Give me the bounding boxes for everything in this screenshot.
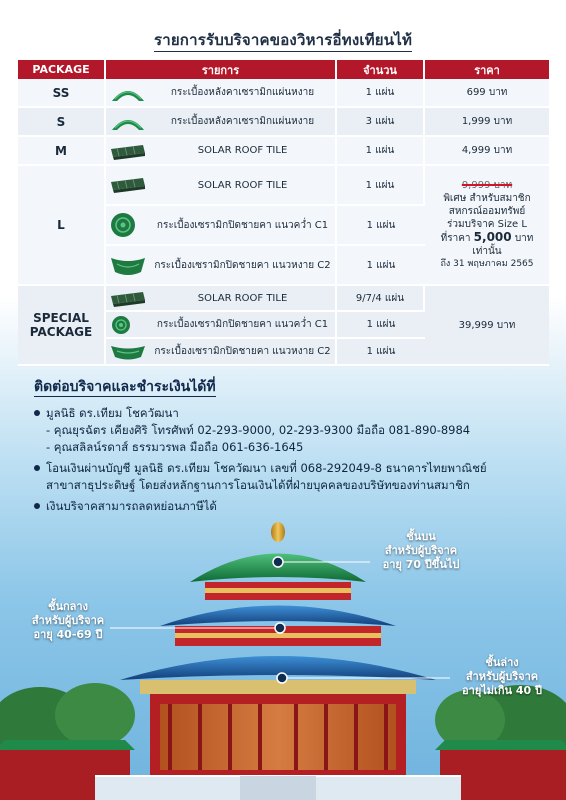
item-name: กระเบื้องเซรามิกปิดชายคา แนวคว่ำ C1 [156, 319, 329, 330]
promo-text: พิเศษ สำหรับสมาชิก [443, 193, 531, 204]
drip-eave-tile-icon [109, 342, 147, 362]
bank-transfer-info: โอนเงินผ่านบัญชี มูลนิธิ ดร.เทียม โชควัฒนา เลขที่ 068-292049-8 ธนาคารไทยพาณิชย์ [46, 461, 487, 475]
drip-eave-tile-icon [109, 250, 147, 280]
item-name: SOLAR ROOF TILE [197, 179, 288, 191]
table-row [18, 79, 549, 108]
contact-person: - คุณสลิลน์รดาส์ ธรรมวรพล มือถือ 061-636-1645 [46, 440, 304, 454]
item-name: กระเบื้องเซรามิกปิดชายคา แนวคว่ำ C1 [156, 219, 329, 231]
bank-transfer-info: สาขาสาธุประดิษฐ์ โดยส่งหลักฐานการโอนเงินได้ที่ฝ่ายบุคคลของบริษัทของท่านสมาชิก [46, 478, 470, 492]
price-value: 699 บาท [425, 79, 549, 108]
price-promo [425, 166, 549, 286]
promo-text: สหกรณ์ออมทรัพย์ [448, 206, 526, 217]
package-s: S [18, 108, 106, 137]
contact-bullet [34, 405, 554, 456]
bullet-dot-icon [34, 503, 40, 509]
qty-value: 1 แผ่น [337, 246, 425, 286]
qty-value: 9/7/4 แผ่น [337, 286, 425, 312]
item-name: SOLAR ROOF TILE [197, 145, 288, 156]
contact-heading: ติดต่อบริจาคและชำระเงินได้ที่ [34, 379, 216, 395]
table-row [18, 137, 549, 166]
header-price: ราคา [425, 60, 549, 79]
temple-illustration [0, 510, 566, 800]
header-qty: จำนวน [337, 60, 425, 79]
solar-tile-icon [109, 141, 147, 161]
old-price: 9,999 บาท [461, 180, 513, 191]
item-name: กระเบื้องหลังคาเซรามิกแผ่นหงาย [170, 116, 315, 127]
promo-price-line: ที่ราคา 5,000 บาท [440, 230, 534, 244]
curved-tile-icon [109, 112, 147, 132]
item-name: กระเบื้องเซรามิกปิดชายคา แนวหงาย C2 [154, 259, 331, 271]
promo-text: ร่วมบริจาค Size L [447, 219, 527, 230]
header-package: PACKAGE [18, 60, 106, 79]
tax-deduction-note: เงินบริจาคสามารถลดหย่อนภาษีได้ [46, 499, 217, 513]
package-m: M [18, 137, 106, 166]
solar-tile-icon [109, 170, 147, 200]
qty-value: 1 แผ่น [337, 79, 425, 108]
table-row [18, 108, 549, 137]
curved-tile-icon [109, 83, 147, 103]
table-header-row [18, 60, 549, 79]
qty-value: 1 แผ่น [337, 137, 425, 166]
package-l: L [18, 166, 106, 286]
package-ss: SS [18, 79, 106, 108]
contact-section [34, 376, 554, 519]
promo-deadline: ถึง 31 พฤษภาคม 2565 [440, 259, 534, 269]
bullet-dot-icon [34, 465, 40, 471]
qty-value: 1 แผ่น [337, 166, 425, 206]
package-special: SPECIAL PACKAGE [18, 286, 106, 366]
page-title: รายการรับบริจาคของวิหารอี่ทงเทียนไท้ [0, 28, 566, 52]
qty-value: 3 แผ่น [337, 108, 425, 137]
price-value: 4,999 บาท [425, 137, 549, 166]
marker-middle-icon [275, 623, 285, 633]
label-bottom-tier: ชั้นล่าง สำหรับผู้บริจาค อายุไม่เกิน 40 ปี [462, 656, 542, 697]
qty-value: 1 แผ่น [337, 339, 425, 366]
label-middle-tier: ชั้นกลาง สำหรับผู้บริจาค อายุ 40-69 ปี [31, 600, 105, 641]
label-top-tier: ชั้นบน สำหรับผู้บริจาค อายุ 70 ปีขึ้นไป [382, 530, 460, 571]
price-value: 1,999 บาท [425, 108, 549, 137]
table-row [18, 286, 549, 312]
qty-value: 1 แผ่น [337, 312, 425, 339]
promo-price: 5,000 [473, 230, 512, 244]
contact-bullet [34, 460, 554, 494]
item-name: กระเบื้องเซรามิกปิดชายคา แนวหงาย C2 [154, 346, 331, 357]
table-row [18, 166, 549, 206]
price-value: 39,999 บาท [425, 286, 549, 366]
round-eave-tile-icon [109, 210, 147, 240]
solar-tile-icon [109, 288, 147, 308]
round-eave-tile-icon [109, 315, 147, 335]
contact-person: - คุณยุรฉัตร เคียงศิริ โทรศัพท์ 02-293-9000, 02-293-9300 มือถือ 081-890-8984 [46, 423, 471, 437]
promo-text: เท่านั้น [472, 246, 502, 257]
qty-value: 1 แผ่น [337, 206, 425, 246]
foundation-name: มูลนิธิ ดร.เทียม โชควัฒนา [46, 406, 179, 420]
package-table [18, 60, 549, 366]
item-name: กระเบื้องหลังคาเซรามิกแผ่นหงาย [170, 87, 315, 98]
marker-top-icon [273, 557, 283, 567]
item-name: SOLAR ROOF TILE [197, 292, 288, 304]
header-item: รายการ [106, 60, 337, 79]
bullet-dot-icon [34, 410, 40, 416]
marker-bottom-icon [277, 673, 287, 683]
